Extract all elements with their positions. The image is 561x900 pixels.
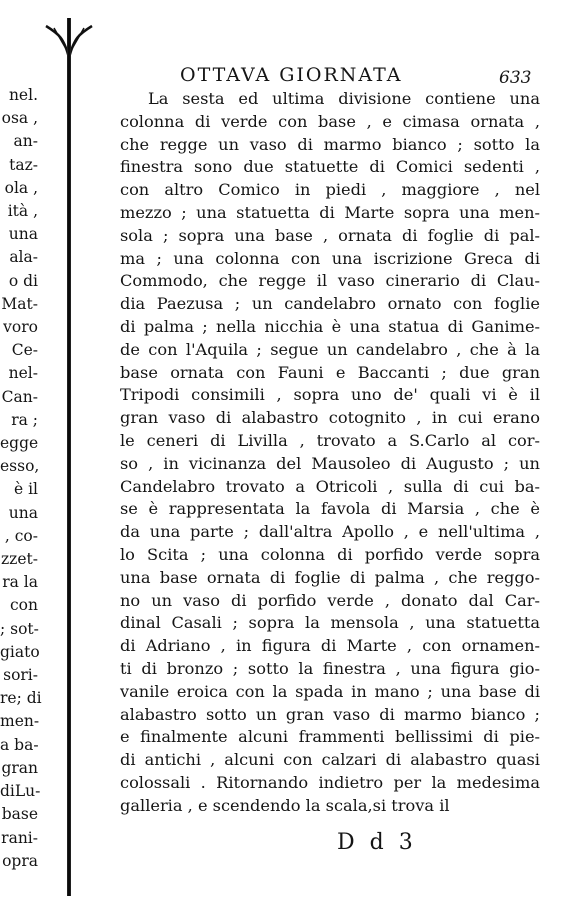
facing-page-fragment: voro <box>3 318 38 337</box>
facing-page-fragment: ra ; <box>11 410 38 429</box>
facing-page-fragment: gran <box>1 758 38 777</box>
facing-page-fragment: opra <box>2 851 38 870</box>
text-line: galleria , e scendendo la scala,si trova il <box>120 795 450 815</box>
text-line: con altro Comico in piedi , maggiore , nel <box>120 180 540 200</box>
text-line: finestra sono due statuette di Comici sedenti , <box>120 157 540 177</box>
facing-page-fragment: Mat- <box>1 294 38 313</box>
facing-page-fragment: Ce- <box>11 341 38 360</box>
text-line: di palma ; nella nicchia è una statua di Ganime- <box>120 316 540 336</box>
text-line: ti di bronzo ; sotto la finestra , una figura gio- <box>120 658 540 678</box>
facing-page-fragment: una <box>8 503 38 522</box>
text-line: Commodo, che regge il vaso cinerario di Clau- <box>120 271 540 291</box>
facing-page-fragment: taz- <box>9 155 38 174</box>
text-line: mezzo ; una statuetta di Marte sopra una men- <box>120 202 540 222</box>
text-line: gran vaso di alabastro cotognito , in cui erano <box>120 408 540 428</box>
facing-page-fragment: ; sot- <box>0 619 39 638</box>
facing-page-fragment: egge <box>0 434 39 453</box>
facing-page-fragment: una <box>8 225 38 244</box>
text-line: ma ; una colonna con una iscrizione Greca di <box>120 248 540 268</box>
text-line: colonna di verde con base , e cimasa ornata , <box>120 111 540 131</box>
facing-page-fragment: nel. <box>8 86 38 104</box>
facing-page-fragment: Can- <box>1 387 38 406</box>
text-line: La sesta ed ultima divisione contiene una <box>148 89 540 108</box>
text-line: base ornata con Fauni e Baccanti ; due gran <box>120 362 540 382</box>
text-line: le ceneri di Livilla , trovato a S.Carlo al cor- <box>120 430 540 450</box>
text-line: dia Paezusa ; un candelabro ornato con foglie <box>120 294 540 314</box>
facing-page-fragment: rani- <box>1 828 38 847</box>
text-line: so , in vicinanza del Mausoleo di Augusto ; un <box>120 453 540 473</box>
body-paragraph <box>120 88 540 818</box>
text-line: lo Scita ; una colonna di porfido verde sopra <box>120 544 540 564</box>
facing-page-fragment: esso, <box>0 457 40 476</box>
facing-page-fragment: diLu- <box>0 782 41 801</box>
text-line: alabastro sotto un gran vaso di marmo bianco ; <box>120 704 540 724</box>
facing-page-fragment: ola , <box>4 178 38 197</box>
facing-page-fragment: base <box>1 805 38 824</box>
facing-page-fragment: ra la <box>2 573 38 592</box>
facing-page-fragment: osa , <box>1 109 38 128</box>
facing-page-fragment: o di <box>8 271 38 290</box>
facing-page-fragment: ala- <box>9 248 38 267</box>
facing-page-fragment: , co- <box>4 526 38 545</box>
facing-page-fragment: è il <box>13 480 38 499</box>
text-line: Tripodi consimili , sopra uno de' quali vi è il <box>120 385 540 405</box>
text-line: Candelabro trovato a Otricoli , sulla di cui ba- <box>120 476 540 496</box>
text-line: se è rappresentata la favola di Marsia , che è <box>120 499 540 519</box>
text-line: da una parte ; dall'altra Apollo , e nell'ultima , <box>120 522 540 542</box>
facing-page-fragment: re; di <box>0 689 42 708</box>
facing-page-fragment: con <box>10 596 38 615</box>
facing-page-fragment: an- <box>13 132 38 151</box>
text-line: vanile eroica con la spada in mano ; una base di <box>120 681 540 701</box>
facing-page-fragment: ità , <box>7 202 38 221</box>
text-line: dinal Casali ; sopra la mensola , una statuetta <box>120 613 540 633</box>
signature-mark: D d 3 <box>337 830 417 855</box>
facing-page-fragment: nel- <box>8 364 38 383</box>
text-line: che regge un vaso di marmo bianco ; sotto la <box>120 134 540 154</box>
gutter-spine-line <box>67 18 71 896</box>
text-line: di antichi , alcuni con calzari di alabastro quasi <box>120 750 540 770</box>
facing-page-fragment: giato <box>0 642 40 661</box>
text-line: e finalmente alcuni frammenti bellissimi di pie- <box>120 727 540 747</box>
facing-page-fragment: sori- <box>3 666 38 685</box>
text-line: di Adriano , in figura di Marte , con ornamen- <box>120 636 540 656</box>
text-line: no un vaso di porfido verde , donato dal Car- <box>120 590 540 610</box>
facing-page-fragment: zzet- <box>1 550 38 569</box>
page-number: 633 <box>499 68 532 88</box>
text-line: de con l'Aquila ; segue un candelabro , che à la <box>120 339 540 359</box>
text-line: una base ornata di foglie di palma , che reggo- <box>120 567 540 587</box>
text-line: sola ; sopra una base , ornata di foglie di pal- <box>120 225 540 245</box>
text-line: colossali . Ritornando indietro per la medesima <box>120 772 540 792</box>
facing-page-fragment: men- <box>0 712 40 731</box>
facing-page-fragment: a ba- <box>0 735 39 754</box>
facing-page-edge-text <box>0 84 42 873</box>
running-title: OTTAVA GIORNATA <box>180 64 403 86</box>
